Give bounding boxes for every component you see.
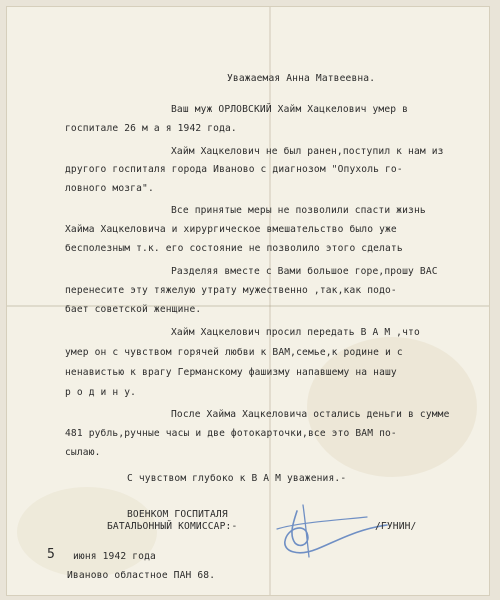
paragraph-2-line-2: другого госпиталя города Иваново с диагнозом "Опухоль го- [65,164,403,175]
paragraph-6-line-2: 481 рубль,ручные часы и две фотокарточки,все это ВАМ по- [65,428,397,439]
signature-name: /ГУНИН/ [375,521,417,532]
handwritten-signature [267,499,397,569]
paragraph-3-line-2: Хайма Хацкеловича и хирургическое вмешательство было уже [65,224,397,235]
paragraph-3-line-3: бесполезным т.к. его состояние не позволило этого сделать [65,243,403,254]
paragraph-1-line-2: госпитале 26 м а я 1942 года. [65,123,237,134]
paragraph-2-line-3: ловного мозга". [65,183,154,194]
date-day: 5 [47,547,55,562]
paragraph-5-line-3: ненавистью к врагу Германскому фашизму напавшему на нашу [65,367,397,378]
paragraph-3-line-1: Все принятые меры не позволили спасти жизнь [171,205,426,216]
date-line: июня 1942 года [73,551,156,562]
signature-title-2: БАТАЛЬОННЫЙ КОМИССАР:- [107,521,238,532]
salutation: Уважаемая Анна Матвеевна. [227,73,376,84]
letter-sheet [6,6,490,596]
paragraph-4-line-1: Разделяя вместе с Вами большое горе,прошу ВАС [171,266,438,277]
paragraph-5-line-4: р о д и н у. [65,387,137,398]
closing-line: С чувством глубоко к В А М уважения.- [127,473,347,484]
location-line: Иваново областное ПАН 68. [67,570,216,581]
paragraph-1-line-1: Ваш муж ОРЛОВСКИЙ Хайм Хацкелович умер в [171,104,409,115]
signature-title-1: ВОЕНКОМ ГОСПИТАЛЯ [127,509,228,520]
paragraph-2-line-1: Хайм Хацкелович не был ранен,поступил к нам из [171,146,444,157]
paragraph-6-line-3: сылаю. [65,447,101,458]
paragraph-6-line-1: После Хайма Хацкеловича остались деньги в сумме [171,409,450,420]
paragraph-4-line-2: перенесите эту тяжелую утрату мужественно ,так,как подо- [65,285,397,296]
paragraph-4-line-3: бает советской женщине. [65,304,202,315]
paragraph-5-line-1: Хайм Хацкелович просил передать В А М ,что [171,327,420,338]
paragraph-5-line-2: умер он с чувством горячей любви к ВАМ,семье,к родине и с [65,347,403,358]
